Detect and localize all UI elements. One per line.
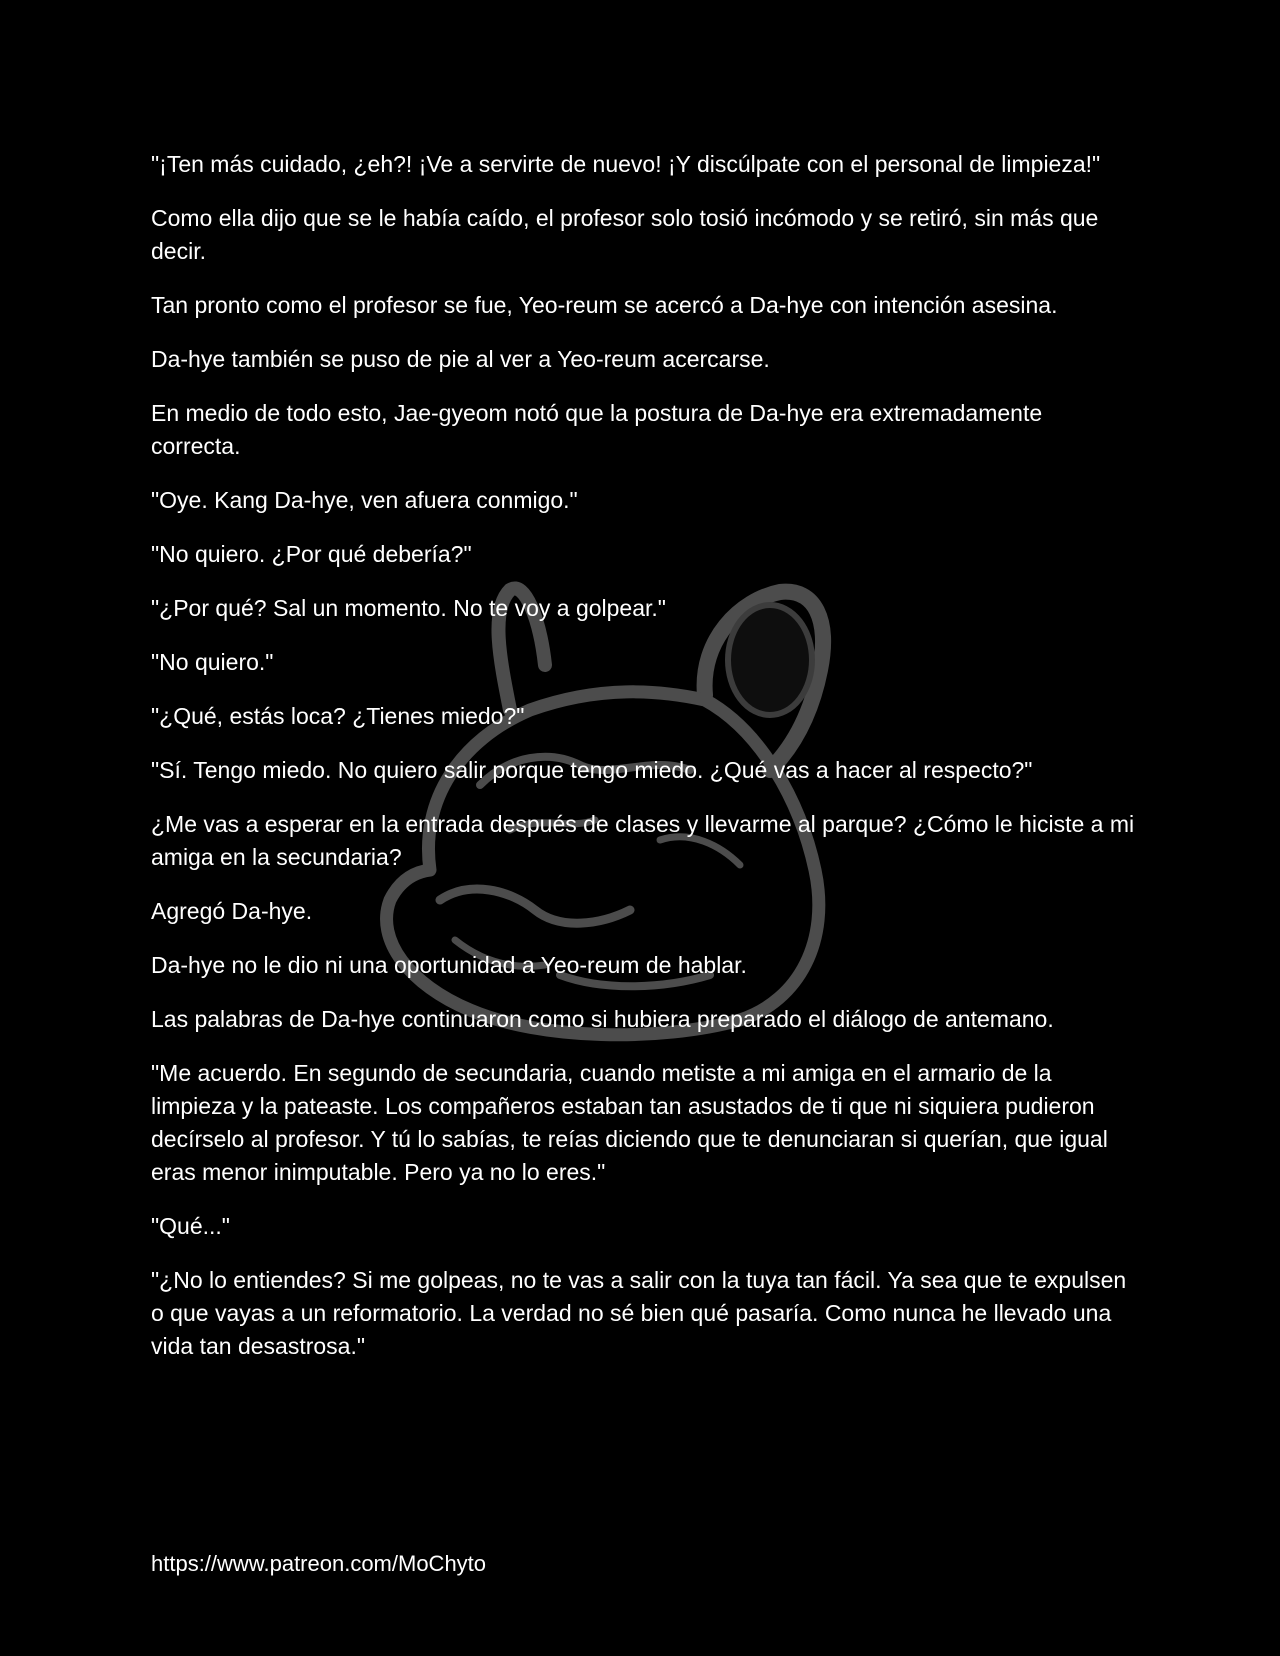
paragraph: ¿Me vas a esperar en la entrada después de clases y llevarme al parque? ¿Cómo le hiciste a mi amiga en la secundaria?	[151, 811, 1135, 870]
paragraph: Da-hye no le dio ni una oportunidad a Yeo-reum de hablar.	[151, 952, 747, 978]
paragraph: Da-hye también se puso de pie al ver a Yeo-reum acercarse.	[151, 346, 770, 372]
paragraph: Las palabras de Da-hye continuaron como si hubiera preparado el diálogo de antemano.	[151, 1006, 1054, 1032]
paragraph: "No quiero."	[151, 649, 274, 675]
paragraph: "Sí. Tengo miedo. No quiero salir porque tengo miedo. ¿Qué vas a hacer al respecto?"	[151, 757, 1033, 783]
paragraph: Agregó Da-hye.	[151, 898, 313, 924]
paragraph: "¿No lo entiendes? Si me golpeas, no te vas a salir con la tuya tan fácil. Ya sea que te expulsen o que vayas a un reformatorio. La verdad no sé bien qué pasaría. Como nunca he llevado una vida tan desastrosa."	[151, 1267, 1127, 1359]
paragraph: "Me acuerdo. En segundo de secundaria, cuando metiste a mi amiga en el armario de la limpieza y la pateaste. Los compañeros estaban tan asustados de ti que ni siquiera pudieron decírselo al profesor. Y tú lo sabías, te reías diciendo que te denunciaran si querían, que igual eras menor inimputable. Pero ya no lo eres."	[151, 1060, 1108, 1185]
paragraph: "¿Qué, estás loca? ¿Tienes miedo?"	[151, 703, 525, 729]
paragraph: "¡Ten más cuidado, ¿eh?! ¡Ve a servirte de nuevo! ¡Y discúlpate con el personal de limpieza!"	[151, 151, 1101, 177]
patreon-link[interactable]: https://www.patreon.com/MoChyto	[151, 1551, 487, 1576]
paragraph: "No quiero. ¿Por qué debería?"	[151, 541, 472, 567]
story-text	[151, 148, 1136, 1384]
paragraph: "Oye. Kang Da-hye, ven afuera conmigo."	[151, 487, 578, 513]
paragraph: Como ella dijo que se le había caído, el profesor solo tosió incómodo y se retiró, sin más que decir.	[151, 205, 1099, 264]
paragraph: En medio de todo esto, Jae-gyeom notó que la postura de Da-hye era extremadamente correcta.	[151, 400, 1043, 459]
paragraph: Tan pronto como el profesor se fue, Yeo-reum se acercó a Da-hye con intención asesina.	[151, 292, 1058, 318]
paragraph: "Qué..."	[151, 1213, 230, 1239]
paragraph: "¿Por qué? Sal un momento. No te voy a golpear."	[151, 595, 666, 621]
